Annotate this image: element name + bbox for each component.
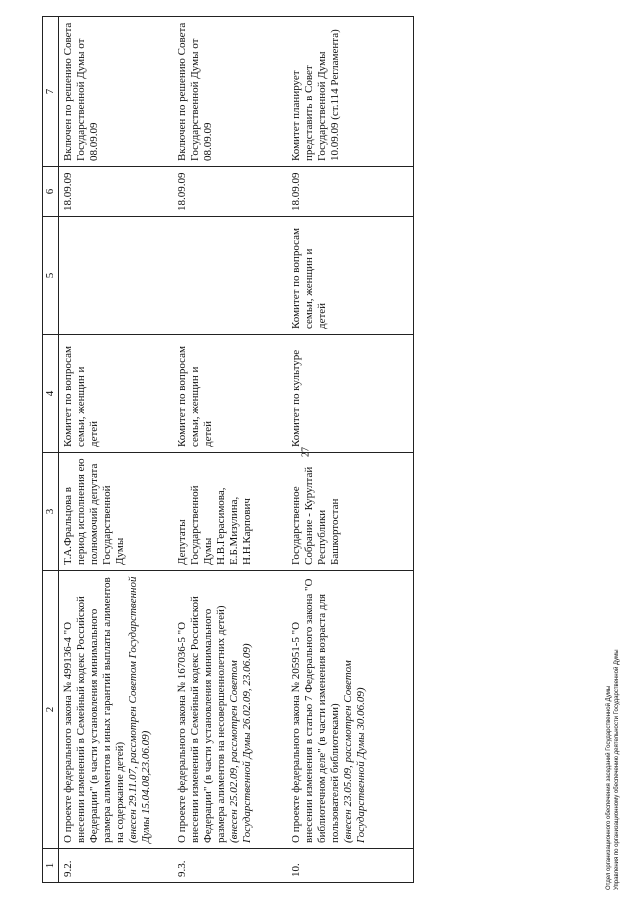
agenda-table-rotated (42, 17, 394, 883)
table-row (173, 17, 287, 883)
row-number: 9.2. (59, 849, 174, 883)
remark: Включен по решению Совета Государственной Думы от 08.09.09 (59, 17, 174, 167)
header-row (43, 17, 59, 883)
row-number: 9.3. (173, 849, 287, 883)
bill-author: Т.А.Фральцова в период исполнения ею полномочий депутата Государственной Думы (59, 453, 174, 571)
bill-title: О проекте федерального закона № 167036-5 "О внесении изменений в Семейный кодекс Российской Федерации" (в части установления минимального размера алиментов на несовершеннолетних детей) (176, 596, 227, 843)
bill-title-cell (173, 571, 287, 849)
col-header-7: 7 (43, 17, 59, 167)
bill-author: Государственное Собрание - Курултай Республики Башкортостан (287, 453, 414, 571)
responsible-committee: Комитет по культуре (287, 335, 414, 453)
bill-note: (внесен 25.02.09, рассмотрен Советом Государственной Думы 26.02.09, 23.06.09) (228, 643, 253, 843)
co-committee (59, 217, 174, 335)
col-header-3: 3 (43, 453, 59, 571)
footer (605, 560, 621, 890)
co-committee (173, 217, 287, 335)
responsible-committee: Комитет по вопросам семьи, женщин и детей (59, 335, 174, 453)
footer-line-2: Управления по организационному обеспечению деятельности Государственной Думы (614, 649, 620, 890)
col-header-2: 2 (43, 571, 59, 849)
bill-title: О проекте федерального закона № 205951-5 "О внесении изменения в статью 7 Федерального закона "О библиотечном деле" (в части изменения возраста для пользователей библиотеками) (290, 578, 341, 843)
remark: Комитет планирует представить в Совет Государственной Думы 10.09.09 (ст.114 Регламента) (287, 17, 414, 167)
responsible-committee: Комитет по вопросам семьи, женщин и детей (173, 335, 287, 453)
date: 18.09.09 (173, 167, 287, 217)
remark: Включен по решению Совета Государственной Думы от 08.09.09 (173, 17, 287, 167)
bill-title-cell (59, 571, 174, 849)
bill-author: Депутаты Государственной Думы Н.В.Герасимова, Е.Б.Мизулина, Н.Н.Карпович (173, 453, 287, 571)
col-header-4: 4 (43, 335, 59, 453)
agenda-table (42, 16, 414, 883)
col-header-1: 1 (43, 849, 59, 883)
bill-note: (внесен 29.11.07, рассмотрен Советом Государственной Думы 15.04.08,23.06.09) (127, 576, 152, 843)
col-header-5: 5 (43, 217, 59, 335)
date: 18.09.09 (59, 167, 174, 217)
row-number: 10. (287, 849, 414, 883)
co-committee: Комитет по вопросам семьи, женщин и детей (287, 217, 414, 335)
bill-title-cell (287, 571, 414, 849)
table-row (287, 17, 414, 883)
footer-line-1: Отдел организационного обеспечения заседаний Государственной Думы (606, 685, 612, 890)
bill-title: О проекте федерального закона № 499136-4 "О внесении изменений в Семейный кодекс Российской Федерации" (в части установления минимального размера алиментов и иных гарантий выплаты алиментов на содержание детей) (62, 577, 126, 843)
bill-note: (внесен 23.05.09, рассмотрен Советом Государственной Думы 30.06.09) (342, 660, 367, 843)
table-row (59, 17, 174, 883)
page-number: 27 (300, 447, 312, 457)
col-header-6: 6 (43, 167, 59, 217)
date: 18.09.09 (287, 167, 414, 217)
